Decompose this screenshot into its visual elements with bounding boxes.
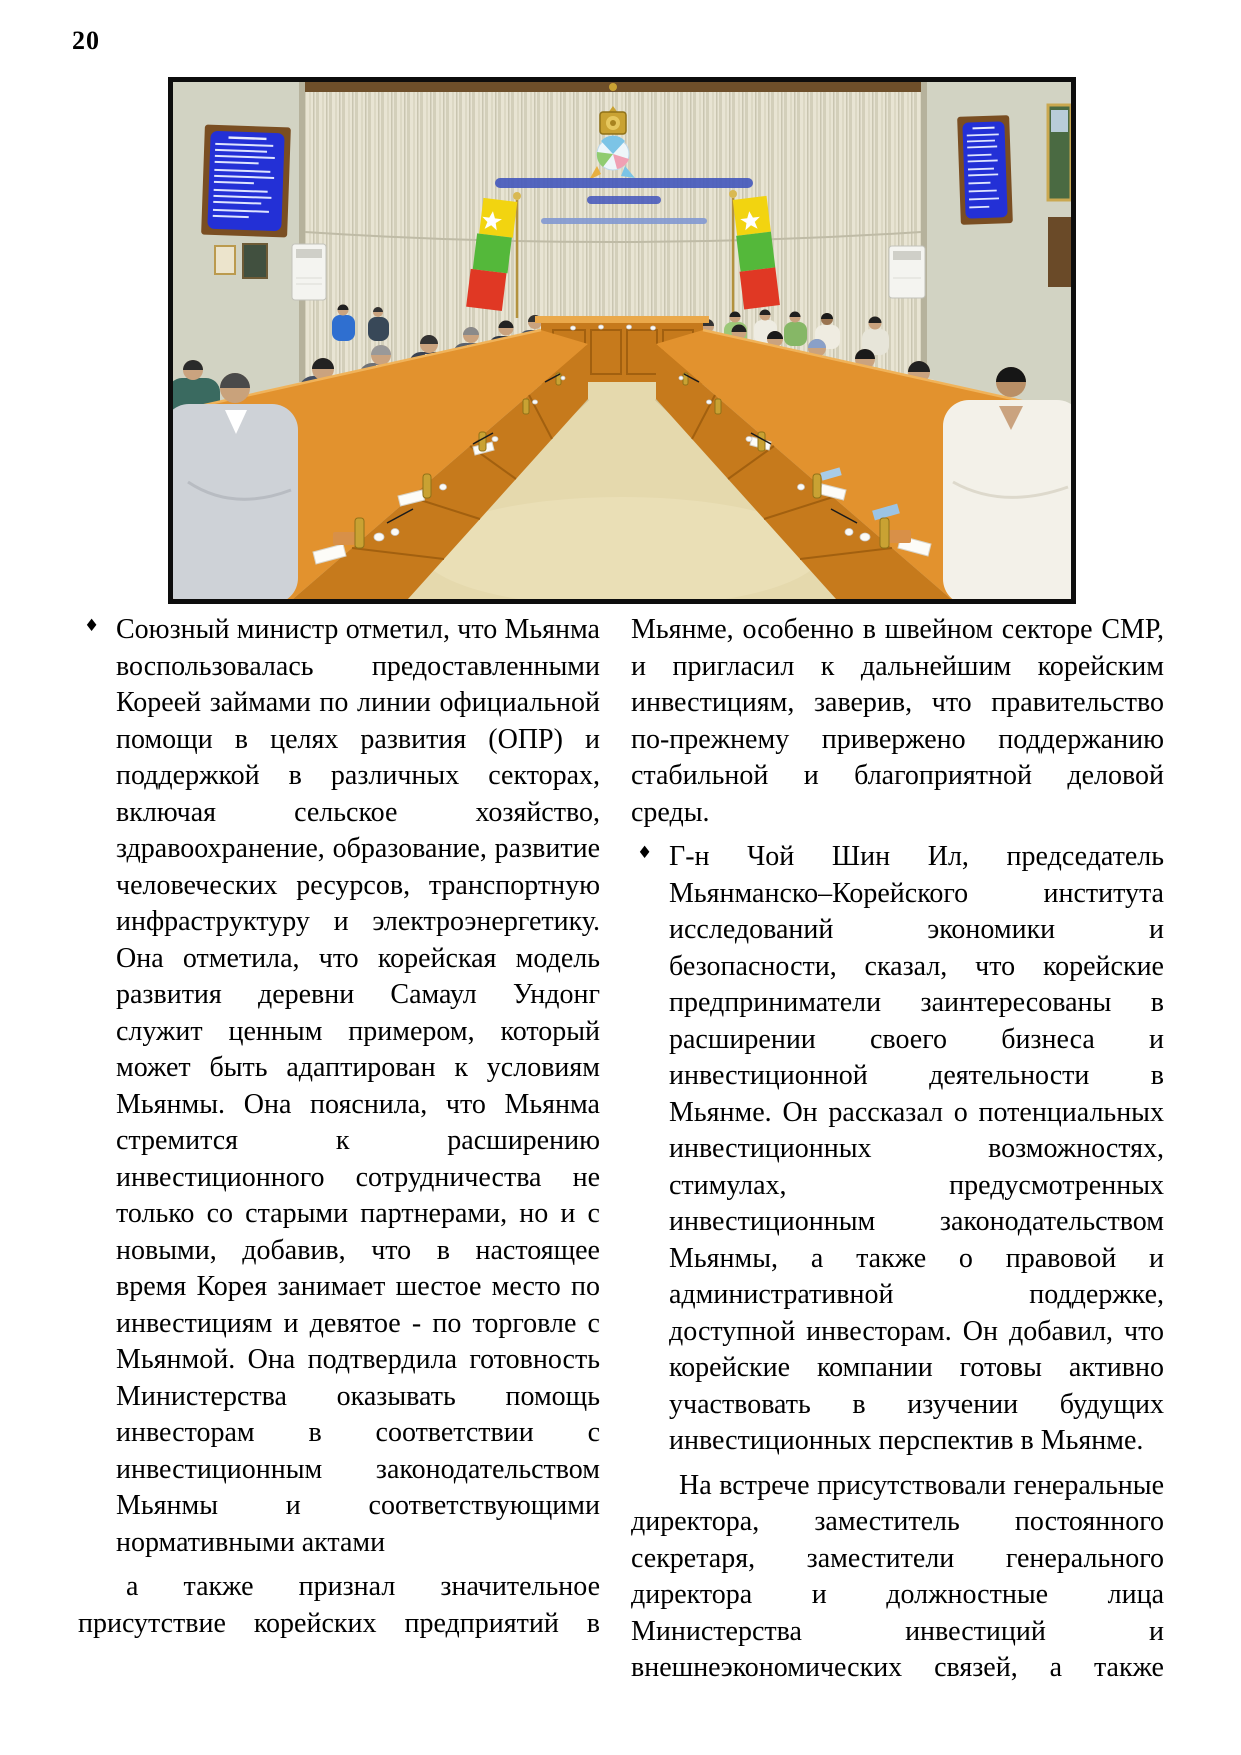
page-number: 20 — [72, 26, 100, 55]
diamond-bullet-icon: ♦ — [84, 616, 100, 636]
foreground-person-right — [943, 367, 1071, 599]
bullet-paragraph — [631, 839, 1164, 1460]
right-notice-board — [957, 115, 1013, 225]
continuation-paragraph — [631, 612, 1164, 831]
meeting-photo-illustration — [173, 82, 1071, 599]
air-conditioner-left — [292, 244, 326, 300]
article-right-column — [631, 612, 1164, 1687]
paragraph-text: На встрече присутствовали генеральные директора, заместитель постоянного секретаря, заместители генерального директора и должностные лица Министерства инвестиций и внешнеэкономических связей, а также — [631, 1469, 1164, 1683]
paragraph-text: а также признал значительное присутствие корейских предприятий в — [78, 1571, 600, 1639]
article-left-column — [78, 612, 600, 1687]
foreground-person-left — [173, 373, 298, 599]
bullet-paragraph — [78, 612, 600, 1561]
diamond-bullet-icon: ♦ — [637, 843, 653, 863]
continuation-paragraph — [631, 1468, 1164, 1687]
article-body — [78, 612, 1164, 1687]
landscape-painting — [1048, 105, 1071, 287]
meeting-photo — [168, 77, 1076, 604]
air-conditioner-right — [889, 246, 925, 298]
continuation-paragraph — [78, 1569, 600, 1642]
paragraph-text: Мьянме, особенно в швейном секторе СМР, и пригласил к дальнейшим корейским инвестициям, заверив, что правительство по-прежнему привержено поддержанию стабильной и благоприятной деловой среды. — [631, 614, 1164, 828]
left-notice-board — [201, 125, 291, 238]
paragraph-text: Г-н Чой Шин Ил, председатель Мьянманско–Корейского института исследований экономики и безопасности, сказал, что корейские предприниматели заинтересованы в расширении своего бизнеса и инвестиционной деятельности в Мьянме. Он рассказал о потенциальных инвестиционных возможностях, стимулах, предусмотренных инвестиционным законодательством Мьянмы, а также о правовой и административной поддержке, доступной инвесторам. Он добавил, что корейские компании готовы активно участвовать в изучении будущих инвестиционных перспектив в Мьянме. — [669, 841, 1164, 1456]
paragraph-text: Союзный министр отметил, что Мьянма воспользовалась предоставленными Кореей займами по линии официальной помощи в целях развития (ОПР) и поддержкой в различных секторах, включая сельское хозяйство, здравоохранение, образование, развитие человеческих ресурсов, транспортную инфраструктуру и электроэнергетику. Она отметила, что корейская модель развития деревни Самаул Ундонг служит ценным примером, который может быть адаптирован к условиям Мьянмы. Она пояснила, что Мьянма стремится к расширению инвестиционного сотрудничества не только со старыми партнерами, но и с новыми, добавив, что в настоящее время Корея занимает шестое место по инвестициям и девятое - по торговле с Мьянмой. Она подтвердила готовность Министерства оказывать помощь инвесторам в соответствии с инвестиционным законодательством Мьянмы и соответствующими нормативными актами — [116, 614, 600, 1558]
